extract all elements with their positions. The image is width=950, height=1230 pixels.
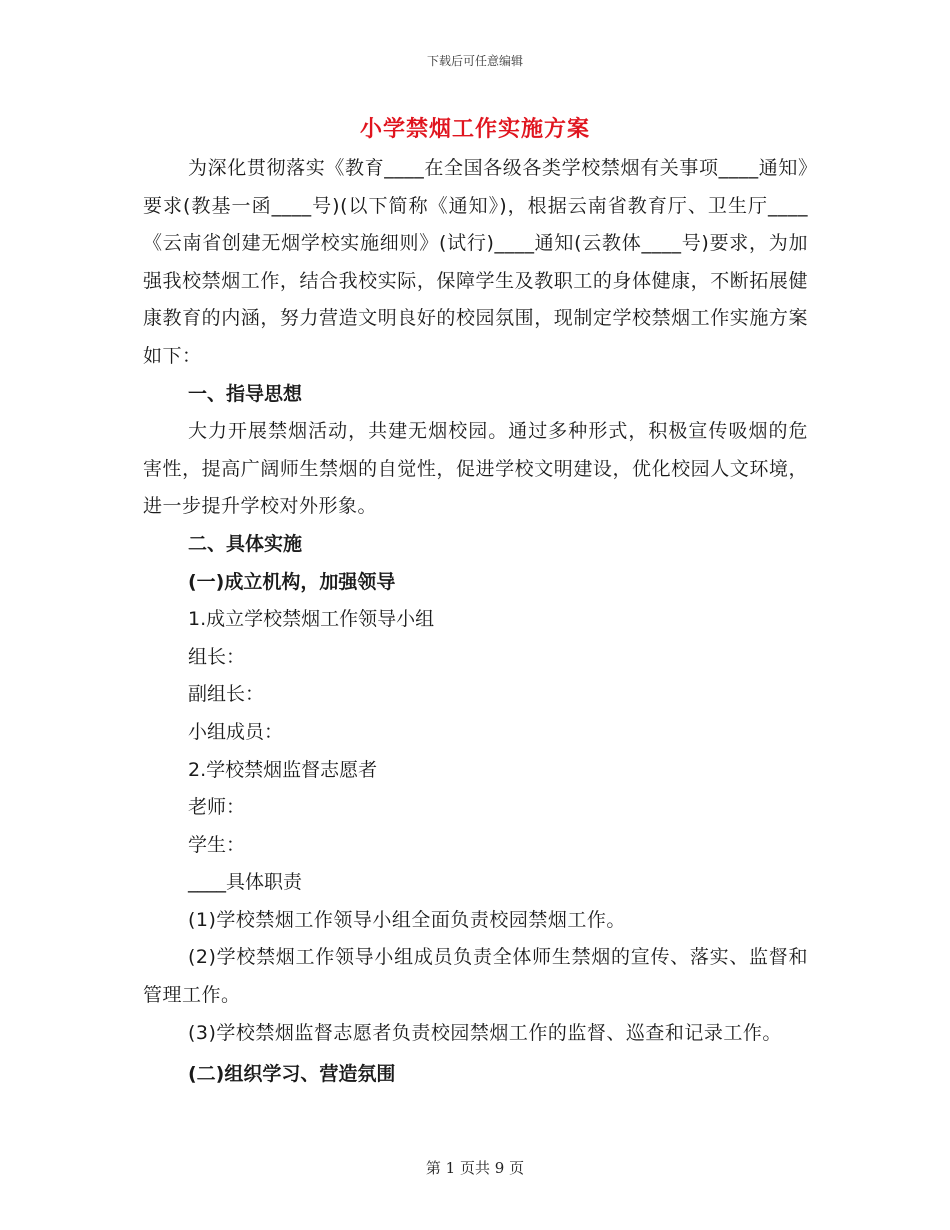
- subsection-heading-atmosphere: (二)组织学习、营造氛围: [188, 1063, 396, 1086]
- duties-label: ____具体职责: [188, 871, 303, 894]
- field-group-members: 小组成员：: [188, 720, 284, 743]
- duty-item-2: (2)学校禁烟工作领导小组成员负责全体师生禁烟的宣传、落实、监督和管理工作。: [143, 946, 808, 1007]
- duty-item-1: (1)学校禁烟工作领导小组全面负责校园禁烟工作。: [188, 908, 626, 931]
- field-group-leader: 组长：: [188, 645, 246, 668]
- section-heading-implementation: 二、具体实施: [188, 532, 303, 555]
- document-title: 小学禁烟工作实施方案: [359, 116, 590, 142]
- field-deputy-leader: 副组长：: [188, 683, 265, 706]
- duty-item-3: (3)学校禁烟监督志愿者负责校园禁烟工作的监督、巡查和记录工作。: [188, 1021, 782, 1044]
- subsection-heading-organization: (一)成立机构，加强领导: [188, 570, 396, 593]
- field-students: 学生：: [188, 833, 246, 856]
- guiding-ideology-paragraph: 大力开展禁烟活动，共建无烟校园。通过多种形式，积极宣传吸烟的危害性，提高广阔师生禁烟的自觉性，促进学校文明建设，优化校园人文环境，进一步提升学校对外形象。: [143, 420, 808, 518]
- field-teachers: 老师：: [188, 796, 246, 819]
- intro-paragraph: 为深化贯彻落实《教育____在全国各级各类学校禁烟有关事项____通知》要求(教基一函____号)(以下简称《通知》)，根据云南省教育厅、卫生厅____《云南省创建无烟学校实施细则》(试行)____通知(云教体____号)要求，为加强我校禁烟工作，结合我校实际，保障学生及教职工的身体健康，不断拓展健康教育的内涵，努力营造文明良好的校园氛围，现制定学校禁烟工作实施方案如下：: [143, 157, 808, 367]
- page-header-note: 下载后可任意编辑: [426, 54, 523, 68]
- list-item-leading-group: 1.成立学校禁烟工作领导小组: [188, 608, 435, 631]
- list-item-volunteers: 2.学校禁烟监督志愿者: [188, 758, 378, 781]
- page-number-footer: 第 1 页共 9 页: [425, 1159, 525, 1177]
- document-body: [143, 150, 808, 1094]
- section-heading-guiding-ideology: 一、指导思想: [188, 382, 303, 405]
